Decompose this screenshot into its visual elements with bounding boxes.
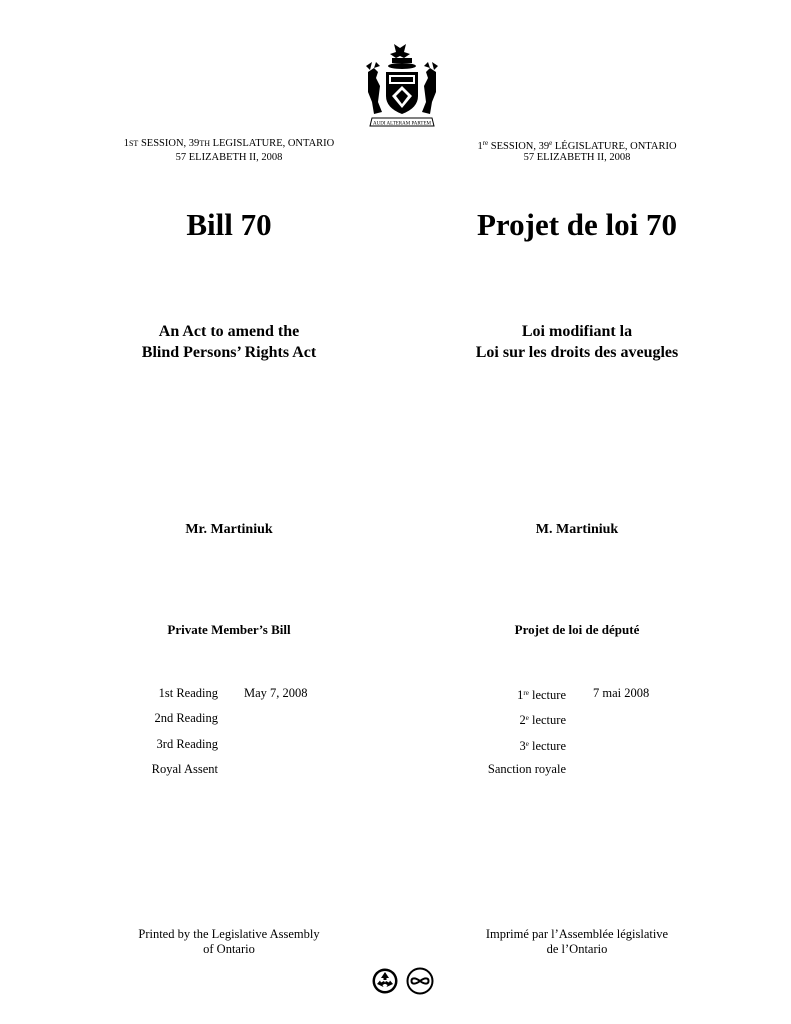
printer-note-fr <box>452 927 702 957</box>
act-title-line1-fr: Loi modifiant la <box>521 323 633 340</box>
member-name-fr: M. Martiniuk <box>535 522 619 537</box>
act-title-line2-fr: Loi sur les droits des aveugles <box>475 344 679 361</box>
regnal-year-en: 57 ELIZABETH II, 2008 <box>175 152 283 163</box>
bill-title-fr: Projet de loi 70 <box>476 207 678 242</box>
recycle-icon <box>371 967 399 995</box>
act-title-en <box>104 321 354 363</box>
regnal-year-fr: 57 ELIZABETH II, 2008 <box>523 152 631 163</box>
bill-type-fr: Projet de loi de député <box>514 622 640 637</box>
printer-line2-en: of Ontario <box>203 942 255 956</box>
member-name-en: Mr. Martiniuk <box>185 522 273 537</box>
reading-date-en-1: May 7, 2008 <box>244 686 308 700</box>
session-line-en: 1ST SESSION, 39TH LEGISLATURE, ONTARIO <box>123 138 335 149</box>
reading-label-fr-1: 1re lecture <box>517 688 566 702</box>
session-line-fr: 1re SESSION, 39e LÉGISLATURE, ONTARIO <box>477 139 677 152</box>
reading-label-fr-4: Sanction royale <box>487 762 566 776</box>
printer-note-en <box>104 927 354 957</box>
reading-label-en-4: Royal Assent <box>151 762 218 776</box>
reading-label-en-2: 2nd Reading <box>154 711 218 725</box>
act-title-line1-en: An Act to amend the <box>158 323 300 340</box>
reading-label-fr-2: 2e lecture <box>519 713 566 727</box>
bill-type-en: Private Member’s Bill <box>167 622 291 637</box>
act-title-fr <box>427 321 727 363</box>
reading-date-fr-1: 7 mai 2008 <box>593 686 650 700</box>
printer-line2-fr: de l’Ontario <box>546 942 608 956</box>
reading-label-en-1: 1st Reading <box>158 686 218 700</box>
reading-label-en-3: 3rd Reading <box>156 737 218 751</box>
printer-line1-en: Printed by the Legislative Assembly <box>138 927 320 941</box>
infinity-paper-icon <box>406 967 434 995</box>
printer-line1-fr: Imprimé par l’Assemblée législative <box>485 927 669 941</box>
bill-title-en: Bill 70 <box>186 207 272 242</box>
ontario-coat-of-arms-icon <box>364 42 440 130</box>
svg-text:AUDI ALTERAM PARTEM: AUDI ALTERAM PARTEM <box>373 121 431 127</box>
act-title-line2-en: Blind Persons’ Rights Act <box>141 344 317 361</box>
reading-label-fr-3: 3e lecture <box>519 739 566 753</box>
